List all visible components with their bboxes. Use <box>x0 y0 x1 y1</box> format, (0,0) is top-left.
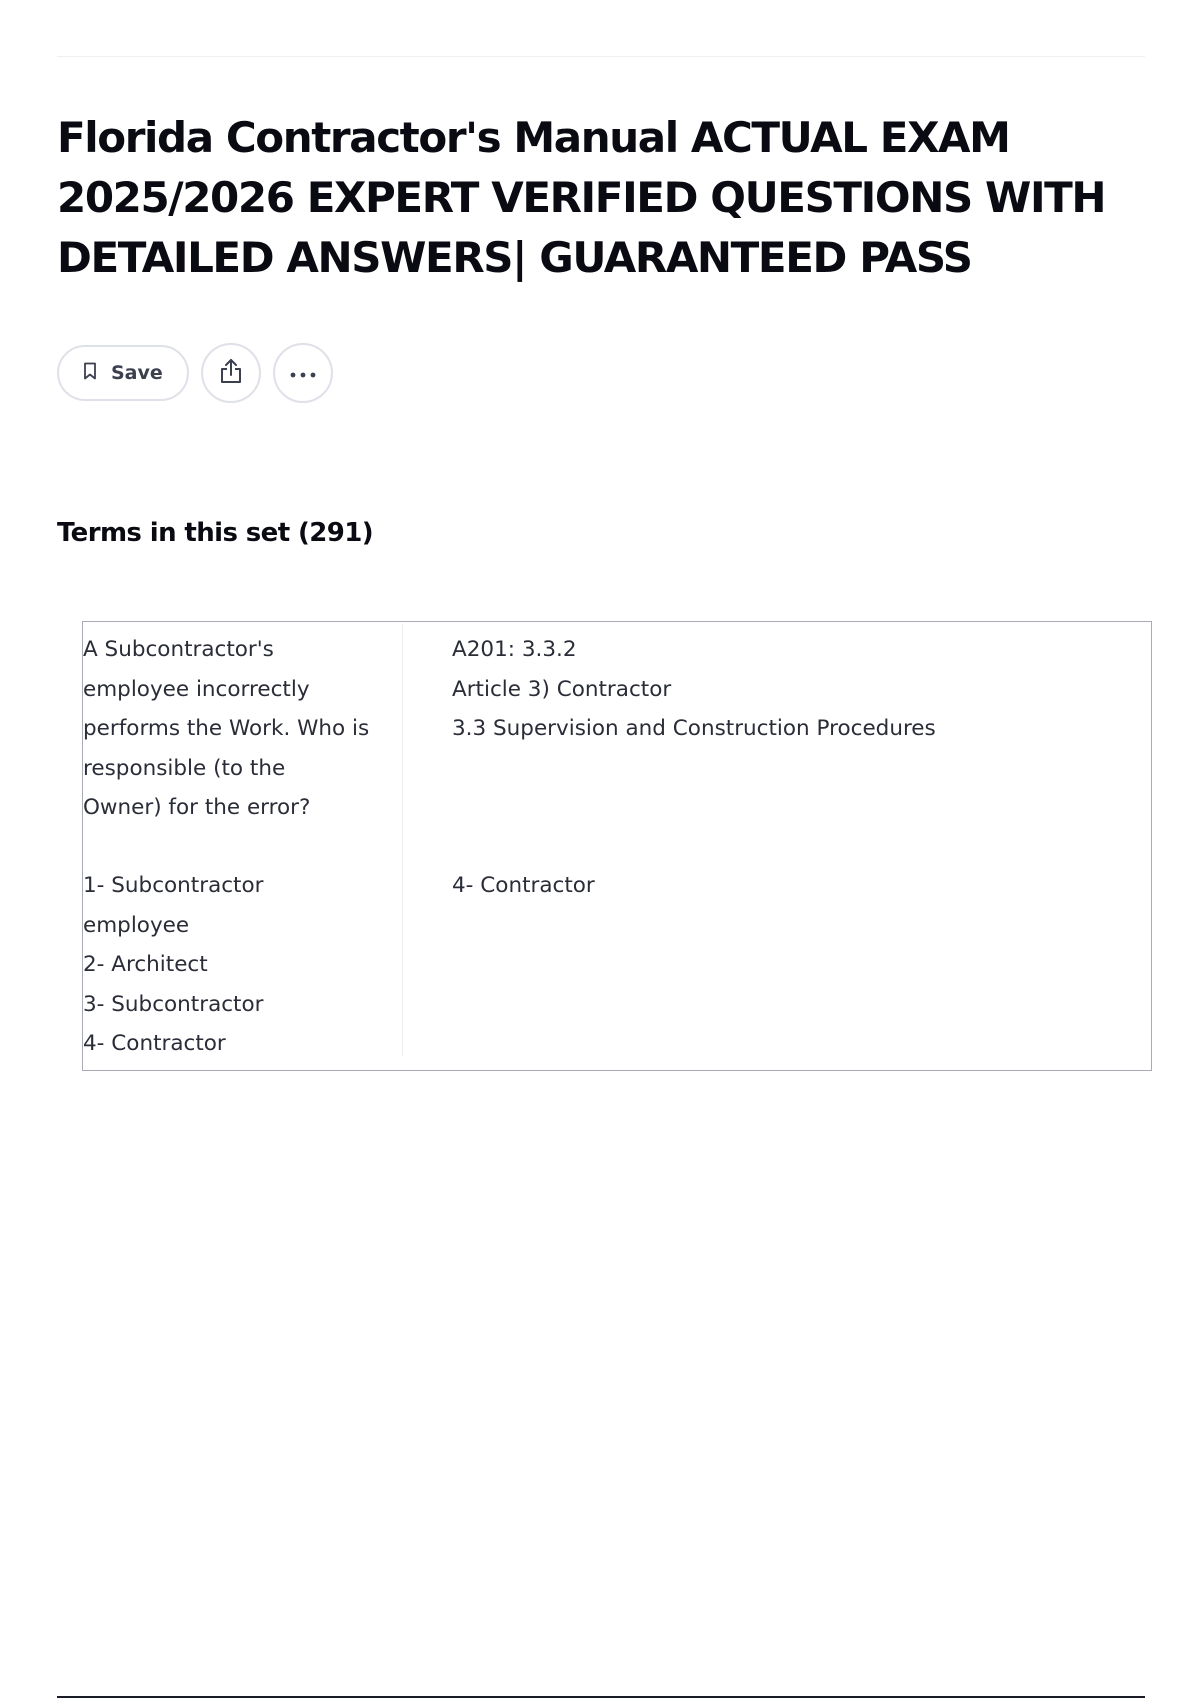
save-button-label: Save <box>111 362 163 384</box>
bottom-divider <box>57 1696 1145 1698</box>
terms-heading: Terms in this set (291) <box>57 518 374 548</box>
share-icon <box>218 357 244 389</box>
save-button[interactable] <box>57 345 189 401</box>
more-options-button[interactable] <box>273 343 333 403</box>
term-answer-options: 1- Subcontractor employee 2- Architect 3- Subcontractor 4- Contractor <box>83 873 264 1056</box>
term-card <box>82 621 1152 1071</box>
term-question: A Subcontractor's employee incorrectly performs the Work. Who is responsible (to the Owner) for the error? <box>83 637 370 820</box>
definition-reference: A201: 3.3.2 Article 3) Contractor 3.3 Supervision and Construction Procedures <box>452 637 936 741</box>
page-title: Florida Contractor's Manual ACTUAL EXAM 2025/2026 EXPERT VERIFIED QUESTIONS WITH DETAILED ANSWERS| GUARANTEED PASS <box>57 113 1106 282</box>
action-bar <box>57 343 333 403</box>
top-divider <box>57 56 1145 57</box>
more-icon <box>289 364 317 383</box>
share-button[interactable] <box>201 343 261 403</box>
bookmark-icon <box>83 362 97 384</box>
column-divider <box>402 624 403 1056</box>
definition-answer: 4- Contractor <box>452 873 595 898</box>
